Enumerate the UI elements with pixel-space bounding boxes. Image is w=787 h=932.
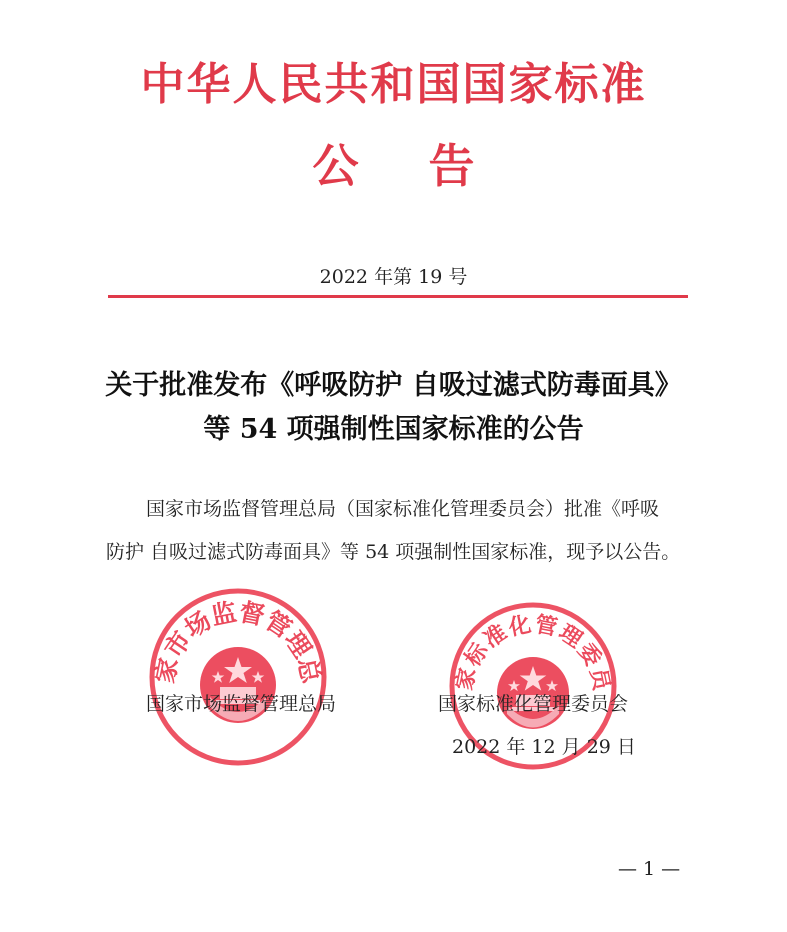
masthead-title: 中华人民共和国国家标准 — [140, 59, 647, 110]
document-number: 2022 年第 19 号 — [319, 266, 468, 288]
body-paragraph-line-2: 防护 自吸过滤式防毒面具》等 54 项强制性国家标准，现予以公告。 — [106, 541, 681, 563]
svg-text:国家标准化管理委员会: 家标准化管理委员 — [451, 611, 615, 693]
red-divider — [108, 295, 688, 298]
body-paragraph-line-1: 国家市场监督管理总局（国家标准化管理委员会）批准《呼吸 — [146, 498, 660, 520]
announcement-title-line-1: 关于批准发布《呼吸防护 自吸过滤式防毒面具》 — [105, 370, 682, 401]
official-seal-samr — [148, 587, 328, 771]
issuer-samr: 国家市场监督管理总局 — [146, 693, 337, 715]
masthead-announcement — [0, 130, 787, 196]
announcement-title-line-2: 等 54 项强制性国家标准的公告 — [203, 414, 584, 445]
seal-samr-graphic — [148, 587, 328, 767]
issue-date: 2022 年 12 月 29 日 — [452, 736, 636, 758]
svg-text:国家市场监督管理总局: 家市场监督管理总 — [150, 597, 326, 686]
masthead-char-1: 公 — [312, 139, 359, 193]
masthead-char-2: 告 — [428, 139, 475, 193]
page-number: — 1 — — [618, 858, 681, 880]
issuer-sac: 国家标准化管理委员会 — [438, 693, 629, 715]
